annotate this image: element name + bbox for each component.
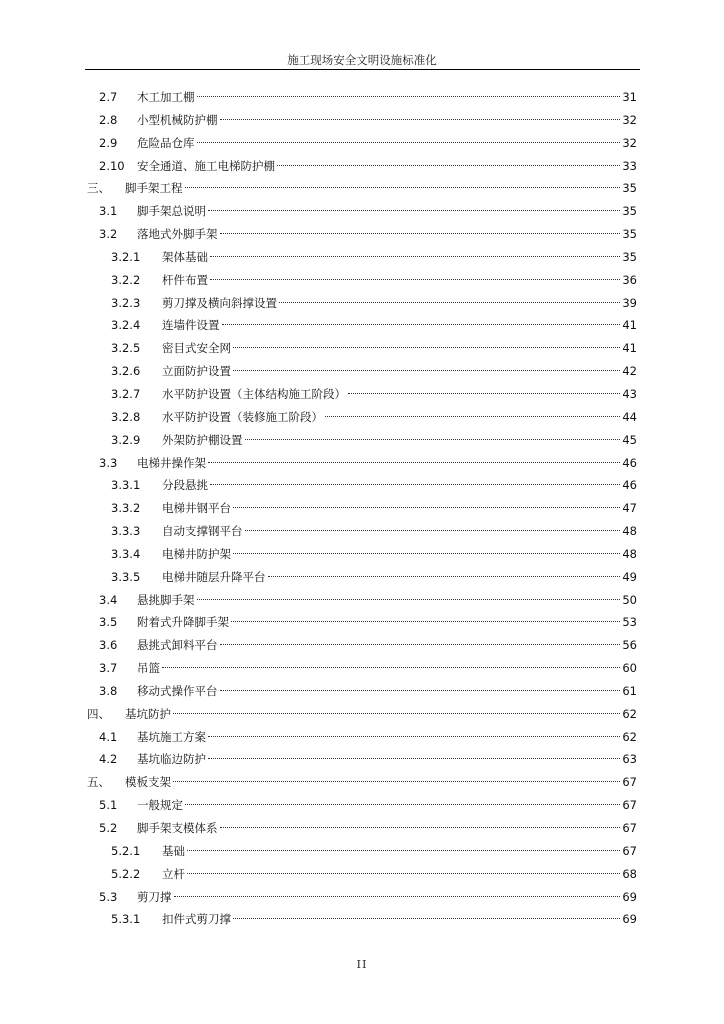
dot-leader	[233, 507, 620, 508]
toc-entry-title: 剪刀撑及横向斜撑设置	[162, 295, 277, 310]
toc-entry-number: 3.3.4	[111, 546, 141, 561]
toc-entry-number: 4.1	[99, 729, 118, 744]
toc-entry[interactable]	[0, 657, 724, 680]
dot-leader	[208, 758, 620, 759]
toc-entry[interactable]	[0, 703, 724, 726]
dot-leader	[174, 896, 621, 897]
dot-leader	[185, 804, 620, 805]
dot-leader	[208, 462, 620, 463]
toc-entry-title: 剪刀撑	[137, 889, 172, 904]
dot-leader	[210, 484, 620, 485]
toc-entry[interactable]	[0, 863, 724, 886]
toc-entry-number: 3.4	[99, 592, 118, 607]
toc-entry[interactable]	[0, 543, 724, 566]
toc-entry-number: 5.3.1	[111, 912, 141, 927]
dot-leader	[197, 96, 621, 97]
toc-entry[interactable]	[0, 452, 724, 475]
toc-entry[interactable]	[0, 360, 724, 383]
toc-entry-title: 立杆	[162, 866, 185, 881]
dot-leader	[173, 781, 620, 782]
toc-entry-page: 33	[622, 158, 637, 173]
toc-entry[interactable]	[0, 634, 724, 657]
toc-entry-page: 63	[622, 752, 637, 767]
toc-entry[interactable]	[0, 726, 724, 749]
dot-leader	[277, 165, 620, 166]
dot-leader	[220, 690, 621, 691]
dot-leader	[233, 347, 620, 348]
toc-entry-page: 49	[622, 569, 637, 584]
toc-entry[interactable]	[0, 292, 724, 315]
toc-entry-page: 48	[622, 546, 637, 561]
dot-leader	[245, 530, 621, 531]
dot-leader	[197, 599, 621, 600]
toc-entry[interactable]	[0, 200, 724, 223]
toc-entry[interactable]	[0, 886, 724, 909]
toc-entry-number: 3.3.5	[111, 569, 141, 584]
toc-entry-number: 2.7	[99, 90, 118, 104]
toc-entry[interactable]	[0, 566, 724, 589]
toc-entry[interactable]	[0, 337, 724, 360]
header-rule	[85, 69, 640, 70]
toc-entry-title: 危险品仓库	[137, 135, 195, 150]
toc-entry[interactable]	[0, 908, 724, 931]
toc-entry-title: 电梯井随层升降平台	[162, 569, 266, 584]
table-of-contents	[0, 86, 724, 931]
toc-entry-page: 53	[622, 615, 637, 630]
toc-entry-number: 3.8	[99, 683, 118, 698]
toc-entry-number: 5.2.1	[111, 843, 141, 858]
dot-leader	[325, 416, 620, 417]
dot-leader	[187, 850, 620, 851]
toc-entry-number: 3.2.2	[111, 272, 141, 287]
toc-entry-number: 2.8	[99, 112, 118, 127]
dot-leader	[187, 873, 620, 874]
toc-entry-number: 3.2.3	[111, 295, 141, 310]
toc-entry-number: 5.2	[99, 821, 118, 835]
dot-leader	[173, 713, 620, 714]
toc-entry-title: 基坑临边防护	[137, 752, 206, 767]
toc-entry-page: 36	[622, 272, 637, 287]
toc-entry-page: 61	[622, 683, 637, 698]
toc-entry-title: 附着式升降脚手架	[137, 615, 229, 630]
dot-leader	[208, 210, 620, 211]
dot-leader	[162, 667, 620, 668]
toc-entry-page: 50	[622, 592, 637, 607]
dot-leader	[233, 370, 620, 371]
toc-entry-page: 46	[622, 478, 637, 493]
toc-entry-title: 吊篮	[137, 661, 160, 676]
toc-entry[interactable]	[0, 314, 724, 337]
toc-entry-title: 脚手架总说明	[137, 204, 206, 219]
toc-entry-page: 67	[622, 798, 637, 813]
dot-leader	[245, 439, 621, 440]
toc-entry-page: 41	[622, 318, 637, 333]
toc-entry-number: 3.5	[99, 615, 118, 630]
toc-entry-page: 69	[622, 912, 637, 927]
toc-entry-number: 3.2.8	[111, 409, 141, 424]
toc-entry-title: 架体基础	[162, 249, 208, 264]
toc-entry-number: 3.3.3	[111, 524, 141, 539]
toc-entry-number: 3.2.5	[111, 341, 141, 356]
dot-leader	[220, 233, 621, 234]
dot-leader	[210, 256, 620, 257]
dot-leader	[233, 553, 620, 554]
toc-entry-number: 3.3.2	[111, 501, 141, 516]
toc-entry-number: 3.2.6	[111, 364, 141, 379]
toc-entry-page: 43	[622, 386, 637, 401]
toc-entry[interactable]	[0, 155, 724, 178]
toc-entry-number: 5.1	[99, 798, 118, 813]
toc-entry-page: 48	[622, 524, 637, 539]
toc-entry-title: 基坑防护	[125, 706, 171, 721]
toc-entry-title: 模板支架	[125, 775, 171, 790]
footer-page-number: II	[356, 957, 368, 971]
toc-entry-page: 42	[622, 364, 637, 379]
dot-leader	[220, 644, 621, 645]
toc-entry-page: 60	[622, 661, 637, 676]
toc-entry[interactable]	[0, 132, 724, 155]
toc-entry-number: 3.3	[99, 455, 118, 470]
toc-entry-title: 自动支撑钢平台	[162, 524, 243, 539]
toc-entry-title: 密目式安全网	[162, 341, 231, 356]
toc-entry-title: 扣件式剪刀撑	[162, 912, 231, 927]
toc-entry-page: 46	[622, 455, 637, 470]
dot-leader	[220, 119, 621, 120]
toc-entry[interactable]	[0, 429, 724, 452]
toc-entry-title: 落地式外脚手架	[137, 227, 218, 242]
dot-leader	[220, 827, 621, 828]
toc-entry-title: 移动式操作平台	[137, 683, 218, 698]
dot-leader	[348, 393, 620, 394]
dot-leader	[222, 324, 621, 325]
toc-entry-page: 35	[622, 204, 637, 219]
toc-entry-page: 41	[622, 341, 637, 356]
toc-entry-title: 安全通道、施工电梯防护棚	[137, 158, 275, 173]
toc-entry[interactable]	[0, 406, 724, 429]
toc-entry-title: 立面防护设置	[162, 364, 231, 379]
toc-entry[interactable]	[0, 771, 724, 794]
toc-entry[interactable]	[0, 794, 724, 817]
toc-entry-title: 小型机械防护棚	[137, 112, 218, 127]
dot-leader	[197, 142, 621, 143]
toc-entry-page: 44	[622, 409, 637, 424]
toc-entry-page: 67	[622, 775, 637, 790]
dot-leader	[268, 576, 621, 577]
toc-entry-title: 电梯井操作架	[137, 455, 206, 470]
toc-entry-page: 35	[622, 227, 637, 242]
toc-entry-page: 62	[622, 729, 637, 744]
toc-entry-number: 3.2.4	[111, 318, 141, 333]
toc-entry-title: 一般规定	[137, 798, 183, 813]
toc-entry-number: 3.2	[99, 227, 118, 242]
dot-leader	[231, 621, 620, 622]
toc-entry-page: 47	[622, 501, 637, 516]
toc-entry-title: 基坑施工方案	[137, 729, 206, 744]
toc-entry-page: 67	[622, 821, 637, 835]
toc-entry-title: 电梯井防护架	[162, 546, 231, 561]
toc-entry-page: 67	[622, 843, 637, 858]
toc-entry-number: 3.2.1	[111, 249, 141, 264]
toc-entry[interactable]	[0, 109, 724, 132]
toc-entry-page: 45	[622, 432, 637, 447]
toc-entry-page: 56	[622, 638, 637, 653]
toc-entry-title: 电梯井钢平台	[162, 501, 231, 516]
toc-entry-title: 木工加工棚	[137, 90, 195, 104]
toc-entry-number: 2.9	[99, 135, 118, 150]
toc-entry[interactable]	[0, 474, 724, 497]
toc-entry-page: 32	[622, 112, 637, 127]
toc-entry-number: 4.2	[99, 752, 118, 767]
toc-entry-number: 3.6	[99, 638, 118, 653]
page-header-title: 施工现场安全文明设施标准化	[287, 53, 437, 67]
toc-entry-title: 脚手架工程	[125, 181, 183, 196]
toc-entry-title: 脚手架支模体系	[137, 821, 218, 835]
toc-entry-number: 2.10	[99, 158, 125, 173]
dot-leader	[208, 736, 620, 737]
toc-entry-page: 35	[622, 181, 637, 196]
toc-entry-number: 四、	[87, 706, 110, 721]
toc-entry[interactable]	[0, 840, 724, 863]
toc-entry[interactable]	[0, 817, 724, 840]
toc-entry-title: 悬挑式卸料平台	[137, 638, 218, 653]
toc-entry[interactable]	[0, 680, 724, 703]
toc-entry-number: 五、	[87, 775, 110, 790]
toc-entry[interactable]	[0, 383, 724, 406]
toc-entry-page: 39	[622, 295, 637, 310]
toc-entry[interactable]	[0, 86, 724, 109]
toc-entry[interactable]	[0, 223, 724, 246]
toc-entry[interactable]	[0, 497, 724, 520]
toc-entry-number: 3.7	[99, 661, 118, 676]
toc-entry-title: 基础	[162, 843, 185, 858]
toc-entry-page: 68	[622, 866, 637, 881]
toc-entry-number: 5.3	[99, 889, 118, 904]
toc-entry[interactable]	[0, 520, 724, 543]
toc-entry-title: 分段悬挑	[162, 478, 208, 493]
toc-entry-title: 杆件布置	[162, 272, 208, 287]
dot-leader	[233, 918, 620, 919]
toc-entry-number: 3.1	[99, 204, 118, 219]
toc-entry-title: 悬挑脚手架	[137, 592, 195, 607]
toc-entry-title: 外架防护棚设置	[162, 432, 243, 447]
toc-entry-title: 连墙件设置	[162, 318, 220, 333]
toc-entry[interactable]	[0, 589, 724, 612]
toc-entry-title: 水平防护设置（装修施工阶段）	[162, 409, 323, 424]
toc-entry-number: 3.2.7	[111, 386, 141, 401]
toc-entry-page: 62	[622, 706, 637, 721]
toc-entry-number: 3.2.9	[111, 432, 141, 447]
toc-entry-page: 35	[622, 249, 637, 264]
dot-leader	[210, 279, 620, 280]
toc-entry-number: 5.2.2	[111, 866, 141, 881]
toc-entry-number: 3.3.1	[111, 478, 141, 493]
toc-entry[interactable]	[0, 269, 724, 292]
toc-entry-page: 32	[622, 135, 637, 150]
toc-entry[interactable]	[0, 611, 724, 634]
toc-entry[interactable]	[0, 177, 724, 200]
toc-entry-page: 31	[622, 90, 637, 104]
toc-entry-title: 水平防护设置（主体结构施工阶段）	[162, 386, 346, 401]
dot-leader	[185, 187, 621, 188]
toc-entry[interactable]	[0, 748, 724, 771]
toc-entry[interactable]	[0, 246, 724, 269]
toc-entry-number: 三、	[87, 181, 110, 196]
toc-entry-page: 69	[622, 889, 637, 904]
dot-leader	[279, 302, 620, 303]
